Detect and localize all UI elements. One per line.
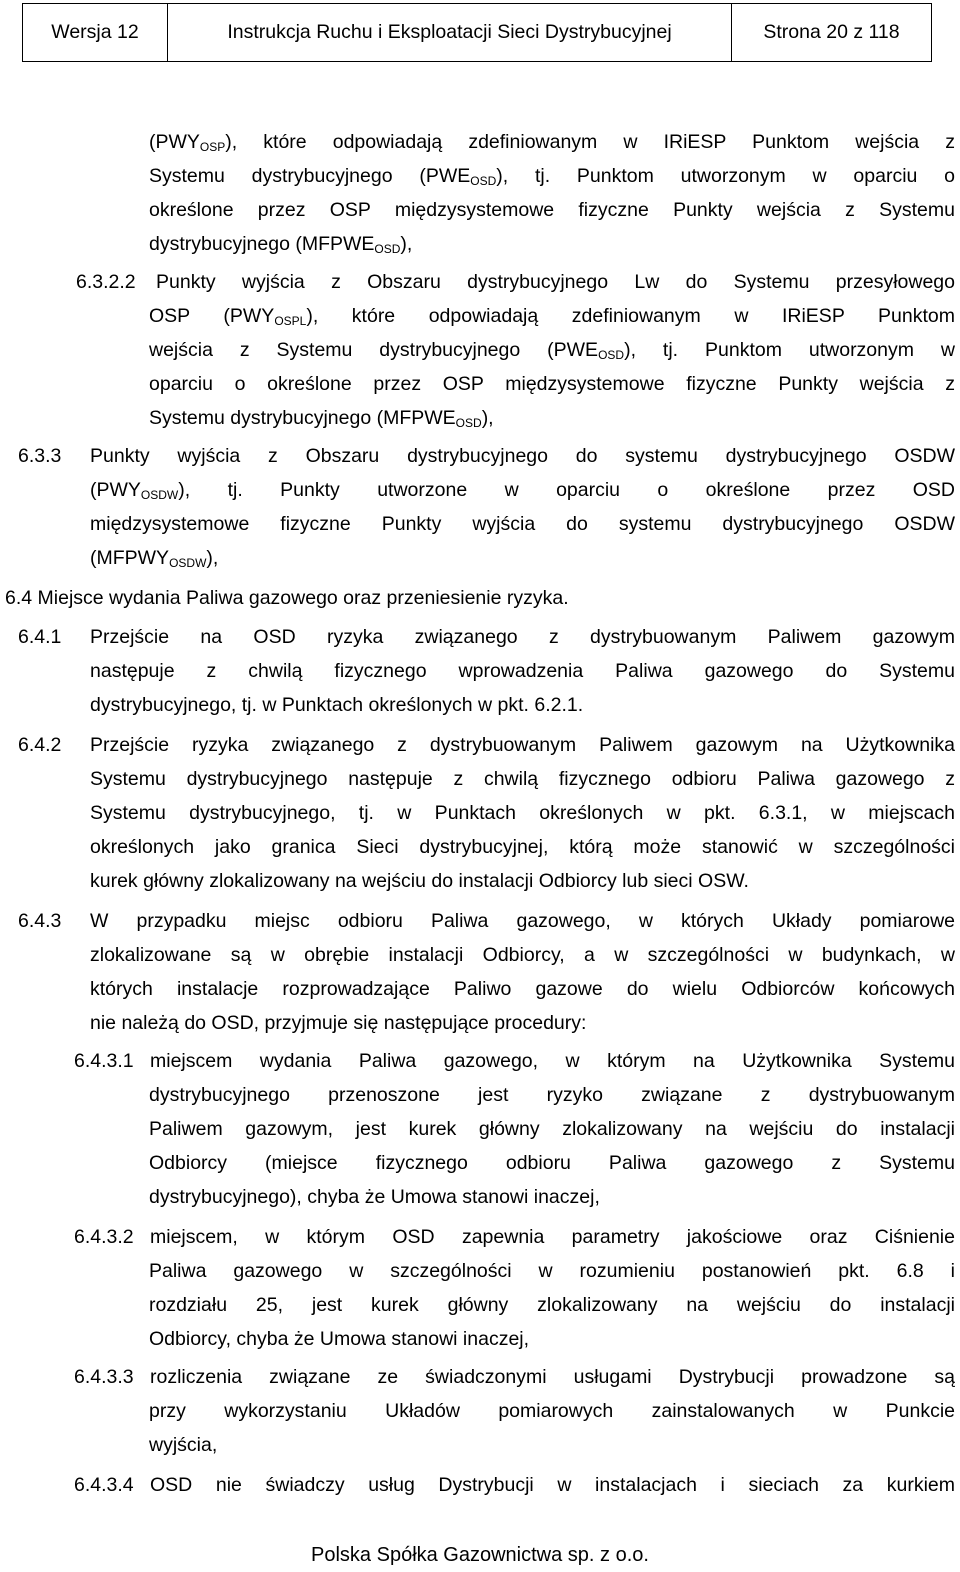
text-line: Odbiorcy (miejsce fizycznego odbioru Paliwa gazowego z Systemu: [149, 1152, 955, 1174]
text-line: rozdziału 25, jest kurek główny zlokalizowany na wejściu do instalacji: [149, 1294, 955, 1316]
text-line: Paliwem gazowym, jest kurek główny zlokalizowany na wejściu do instalacji: [149, 1118, 955, 1140]
text-line: OSP (PWYOSPL), które odpowiadają zdefiniowanym w IRiESP Punktom: [149, 305, 955, 328]
section-number: 6.3.2.2: [76, 271, 136, 293]
text-line: następuje z chwilą fizycznego wprowadzenia Paliwa gazowego do Systemu: [90, 660, 955, 682]
text-line: dystrybucyjnego przenoszone jest ryzyko związane z dystrybuowanym: [149, 1084, 955, 1106]
text-line: Systemu dystrybucyjnego, tj. w Punktach określonych w pkt. 6.3.1, w miejscach: [90, 802, 955, 824]
page-footer: Polska Spółka Gazownictwa sp. z o.o.: [311, 1544, 649, 1566]
section-number: 6.3.3: [18, 445, 62, 467]
text-line: (MFPWYOSDW),: [90, 547, 219, 570]
text-line: międzysystemowe fizyczne Punkty wyjścia do systemu dystrybucyjnego OSDW: [90, 513, 955, 535]
text-line: przy wykorzystaniu Układów pomiarowych zainstalowanych w Punkcie: [149, 1400, 955, 1422]
header-page-number: Strona 20 z 118: [763, 21, 900, 43]
text-line: miejscem wydania Paliwa gazowego, w którym na Użytkownika Systemu: [150, 1050, 955, 1072]
text-line: Punkty wyjścia z Obszaru dystrybucyjnego do systemu dystrybucyjnego OSDW: [90, 445, 955, 467]
text-line: Systemu dystrybucyjnego (PWEOSD), tj. Punktom utworzonym w oparciu o: [149, 165, 955, 188]
text-line: Systemu dystrybucyjnego następuje z chwilą fizycznego odbioru Paliwa gazowego z: [90, 768, 955, 790]
page-header: [22, 3, 932, 62]
text-line: których instalacje rozprowadzające Paliwo gazowe do wielu Odbiorców końcowych: [90, 978, 955, 1000]
header-version: Wersja 12: [23, 4, 168, 61]
text-line: OSD nie świadczy usług Dystrybucji w instalacjach i sieciach za kurkiem: [150, 1474, 955, 1496]
text-line: określonych jako granica Sieci dystrybucyjnej, którą może stanowić w szczególności: [90, 836, 955, 858]
text-line: Systemu dystrybucyjnego (MFPWEOSD),: [149, 407, 494, 430]
text-line: wejścia z Systemu dystrybucyjnego (PWEOSD), tj. Punktom utworzonym w: [149, 339, 955, 362]
text-line: Paliwa gazowego w szczególności w rozumieniu postanowień pkt. 6.8 i: [149, 1260, 955, 1282]
section-number: 6.4.3: [18, 910, 62, 932]
text-line: (PWYOSDW), tj. Punkty utworzone w oparciu o określone przez OSD: [90, 479, 955, 502]
section-number: 6.4.1: [18, 626, 62, 648]
header-title: Instrukcja Ruchu i Eksploatacji Sieci Dystrybucyjnej: [168, 4, 732, 61]
text-line: Przejście ryzyka związanego z dystrybuowanym Paliwem gazowym na Użytkownika: [90, 734, 955, 756]
section-number: 6.4.3.2: [74, 1226, 134, 1248]
text-line: Odbiorcy, chyba że Umowa stanowi inaczej,: [149, 1328, 530, 1350]
text-line: (PWYOSP), które odpowiadają zdefiniowanym w IRiESP Punktom wejścia z: [149, 131, 955, 154]
text-line: Przejście na OSD ryzyka związanego z dystrybuowanym Paliwem gazowym: [90, 626, 955, 648]
text-line: W przypadku miejsc odbioru Paliwa gazowego, w których Układy pomiarowe: [90, 910, 955, 932]
text-line: dystrybucyjnego), chyba że Umowa stanowi inaczej,: [149, 1186, 600, 1208]
text-line: nie należą do OSD, przyjmuje się następujące procedury:: [90, 1012, 587, 1034]
text-line: dystrybucyjnego, tj. w Punktach określonych w pkt. 6.2.1.: [90, 694, 584, 716]
section-number: 6.4.3.3: [74, 1366, 134, 1388]
text-line: rozliczenia związane ze świadczonymi usługami Dystrybucji prowadzone są: [150, 1366, 955, 1388]
section-number: 6.4.3.1: [74, 1050, 134, 1072]
text-line: wyjścia,: [149, 1434, 218, 1456]
section-number: 6.4.3.4: [74, 1474, 134, 1496]
text-line: miejscem, w którym OSD zapewnia parametry jakościowe oraz Ciśnienie: [150, 1226, 955, 1248]
text-line: Punkty wyjścia z Obszaru dystrybucyjnego Lw do Systemu przesyłowego: [156, 271, 955, 293]
text-line: kurek główny zlokalizowany na wejściu do instalacji Odbiorcy lub sieci OSW.: [90, 870, 749, 892]
text-line: zlokalizowane są w obrębie instalacji Odbiorcy, a w szczególności w budynkach, w: [90, 944, 955, 966]
section-heading-6-4: 6.4 Miejsce wydania Paliwa gazowego oraz przeniesienie ryzyka.: [5, 587, 569, 609]
text-line: oparciu o określone przez OSP międzysystemowe fizyczne Punkty wejścia z: [149, 373, 955, 395]
text-line: określone przez OSP międzysystemowe fizyczne Punkty wejścia z Systemu: [149, 199, 955, 221]
text-line: dystrybucyjnego (MFPWEOSD),: [149, 233, 413, 256]
section-number: 6.4.2: [18, 734, 62, 756]
